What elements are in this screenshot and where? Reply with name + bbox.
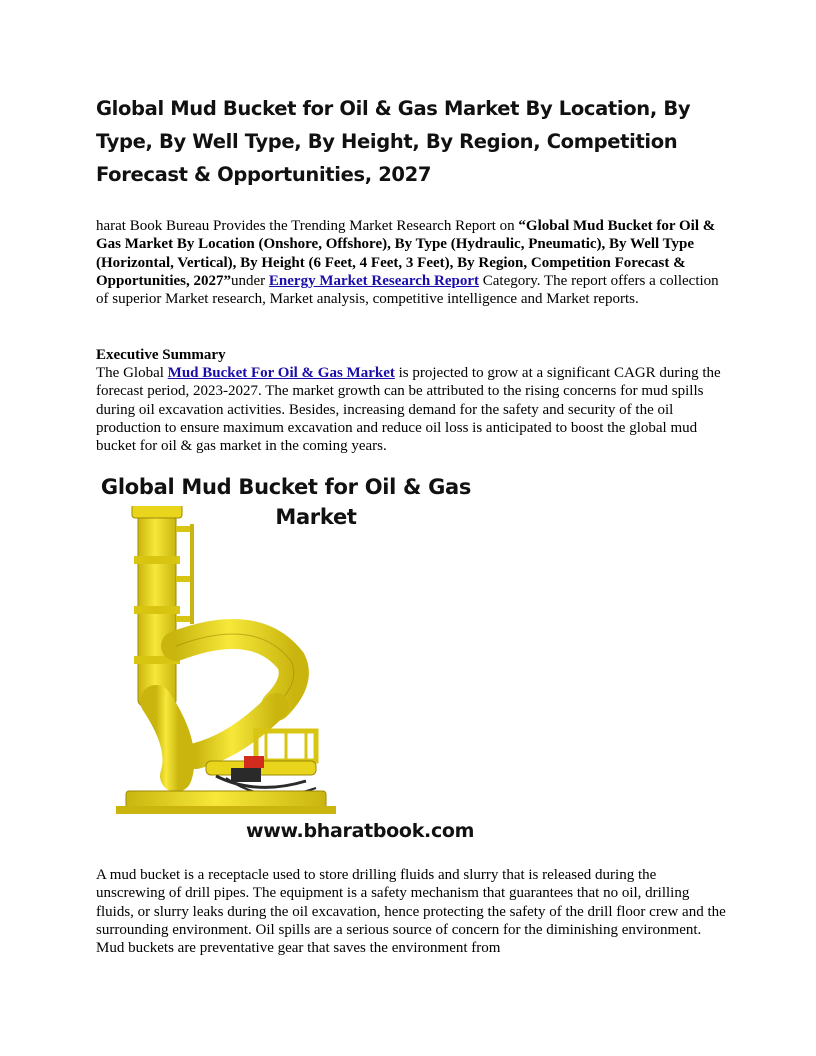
machine-lower-arm xyxy=(156,701,179,776)
executive-summary-heading: Executive Summary xyxy=(96,347,226,363)
report-title: Global Mud Bucket for Oil & Gas Market By Location, By Type, By Well Type, By Height, By Region, Competition Forecast & Opportunities, 2027 xyxy=(96,97,691,186)
description-paragraph: A mud bucket is a receptacle used to store drilling fluids and slurry that is released during the unscrewing of drill pipes. The equipment is a safety mechanism that guarantees that no oil, drilling fluids, or slurry leaks during the oil excavation, hence protecting the safety of the drill floor crew and the surrounding environment. Oil spills are a serious source of concern for the diminishing environment. Mud buckets are preventative gear that saves the environment from xyxy=(96,867,726,957)
intro-tail: Category. The report offers a collection of superior Market research, Market analysis, competitive intelligence and Market reports. xyxy=(96,272,719,308)
market-link[interactable]: Mud Bucket For Oil & Gas Market xyxy=(167,365,395,381)
exec-lead: The Global xyxy=(96,365,168,381)
exec-text: is projected to grow at a significant CAGR during the forecast period, 2023-2027. The market growth can be attributed to the rising concerns for mud spills during oil excavation activities. Besides, increasing demand for the safety and security of the oil production to ensure maximum excavation and reduce oil loss is anticipated to boost the global mud bucket for oil & gas market in the coming years. xyxy=(96,365,721,455)
figure-title-line2: Market xyxy=(275,505,357,529)
intro-lead: harat Book Bureau Provides the Trending Market Research Report on xyxy=(96,218,519,234)
figure-title-line1: Global Mud Bucket for Oil & Gas xyxy=(100,475,472,499)
intro-under: under xyxy=(231,272,269,289)
report-name: “Global Mud Bucket for Oil & Gas Market By Location (Onshore, Offshore), By Type (Hydraulic, Pneumatic), By Well Type (Horizontal, Vertical), By Height (6 Feet, 4 Feet, 3 Feet), By Region, Competition Forecast & Opportunities, 2027” xyxy=(96,218,716,289)
machine-red-valve xyxy=(244,756,264,768)
intro-paragraph xyxy=(96,217,726,308)
mud-bucket-machine-image xyxy=(116,506,356,816)
market-figure xyxy=(96,470,516,855)
energy-category-link[interactable]: Energy Market Research Report xyxy=(268,272,480,289)
machine-column-cap xyxy=(132,506,182,518)
executive-summary-paragraph xyxy=(96,364,726,455)
figure-website: www.bharatbook.com xyxy=(246,820,475,842)
